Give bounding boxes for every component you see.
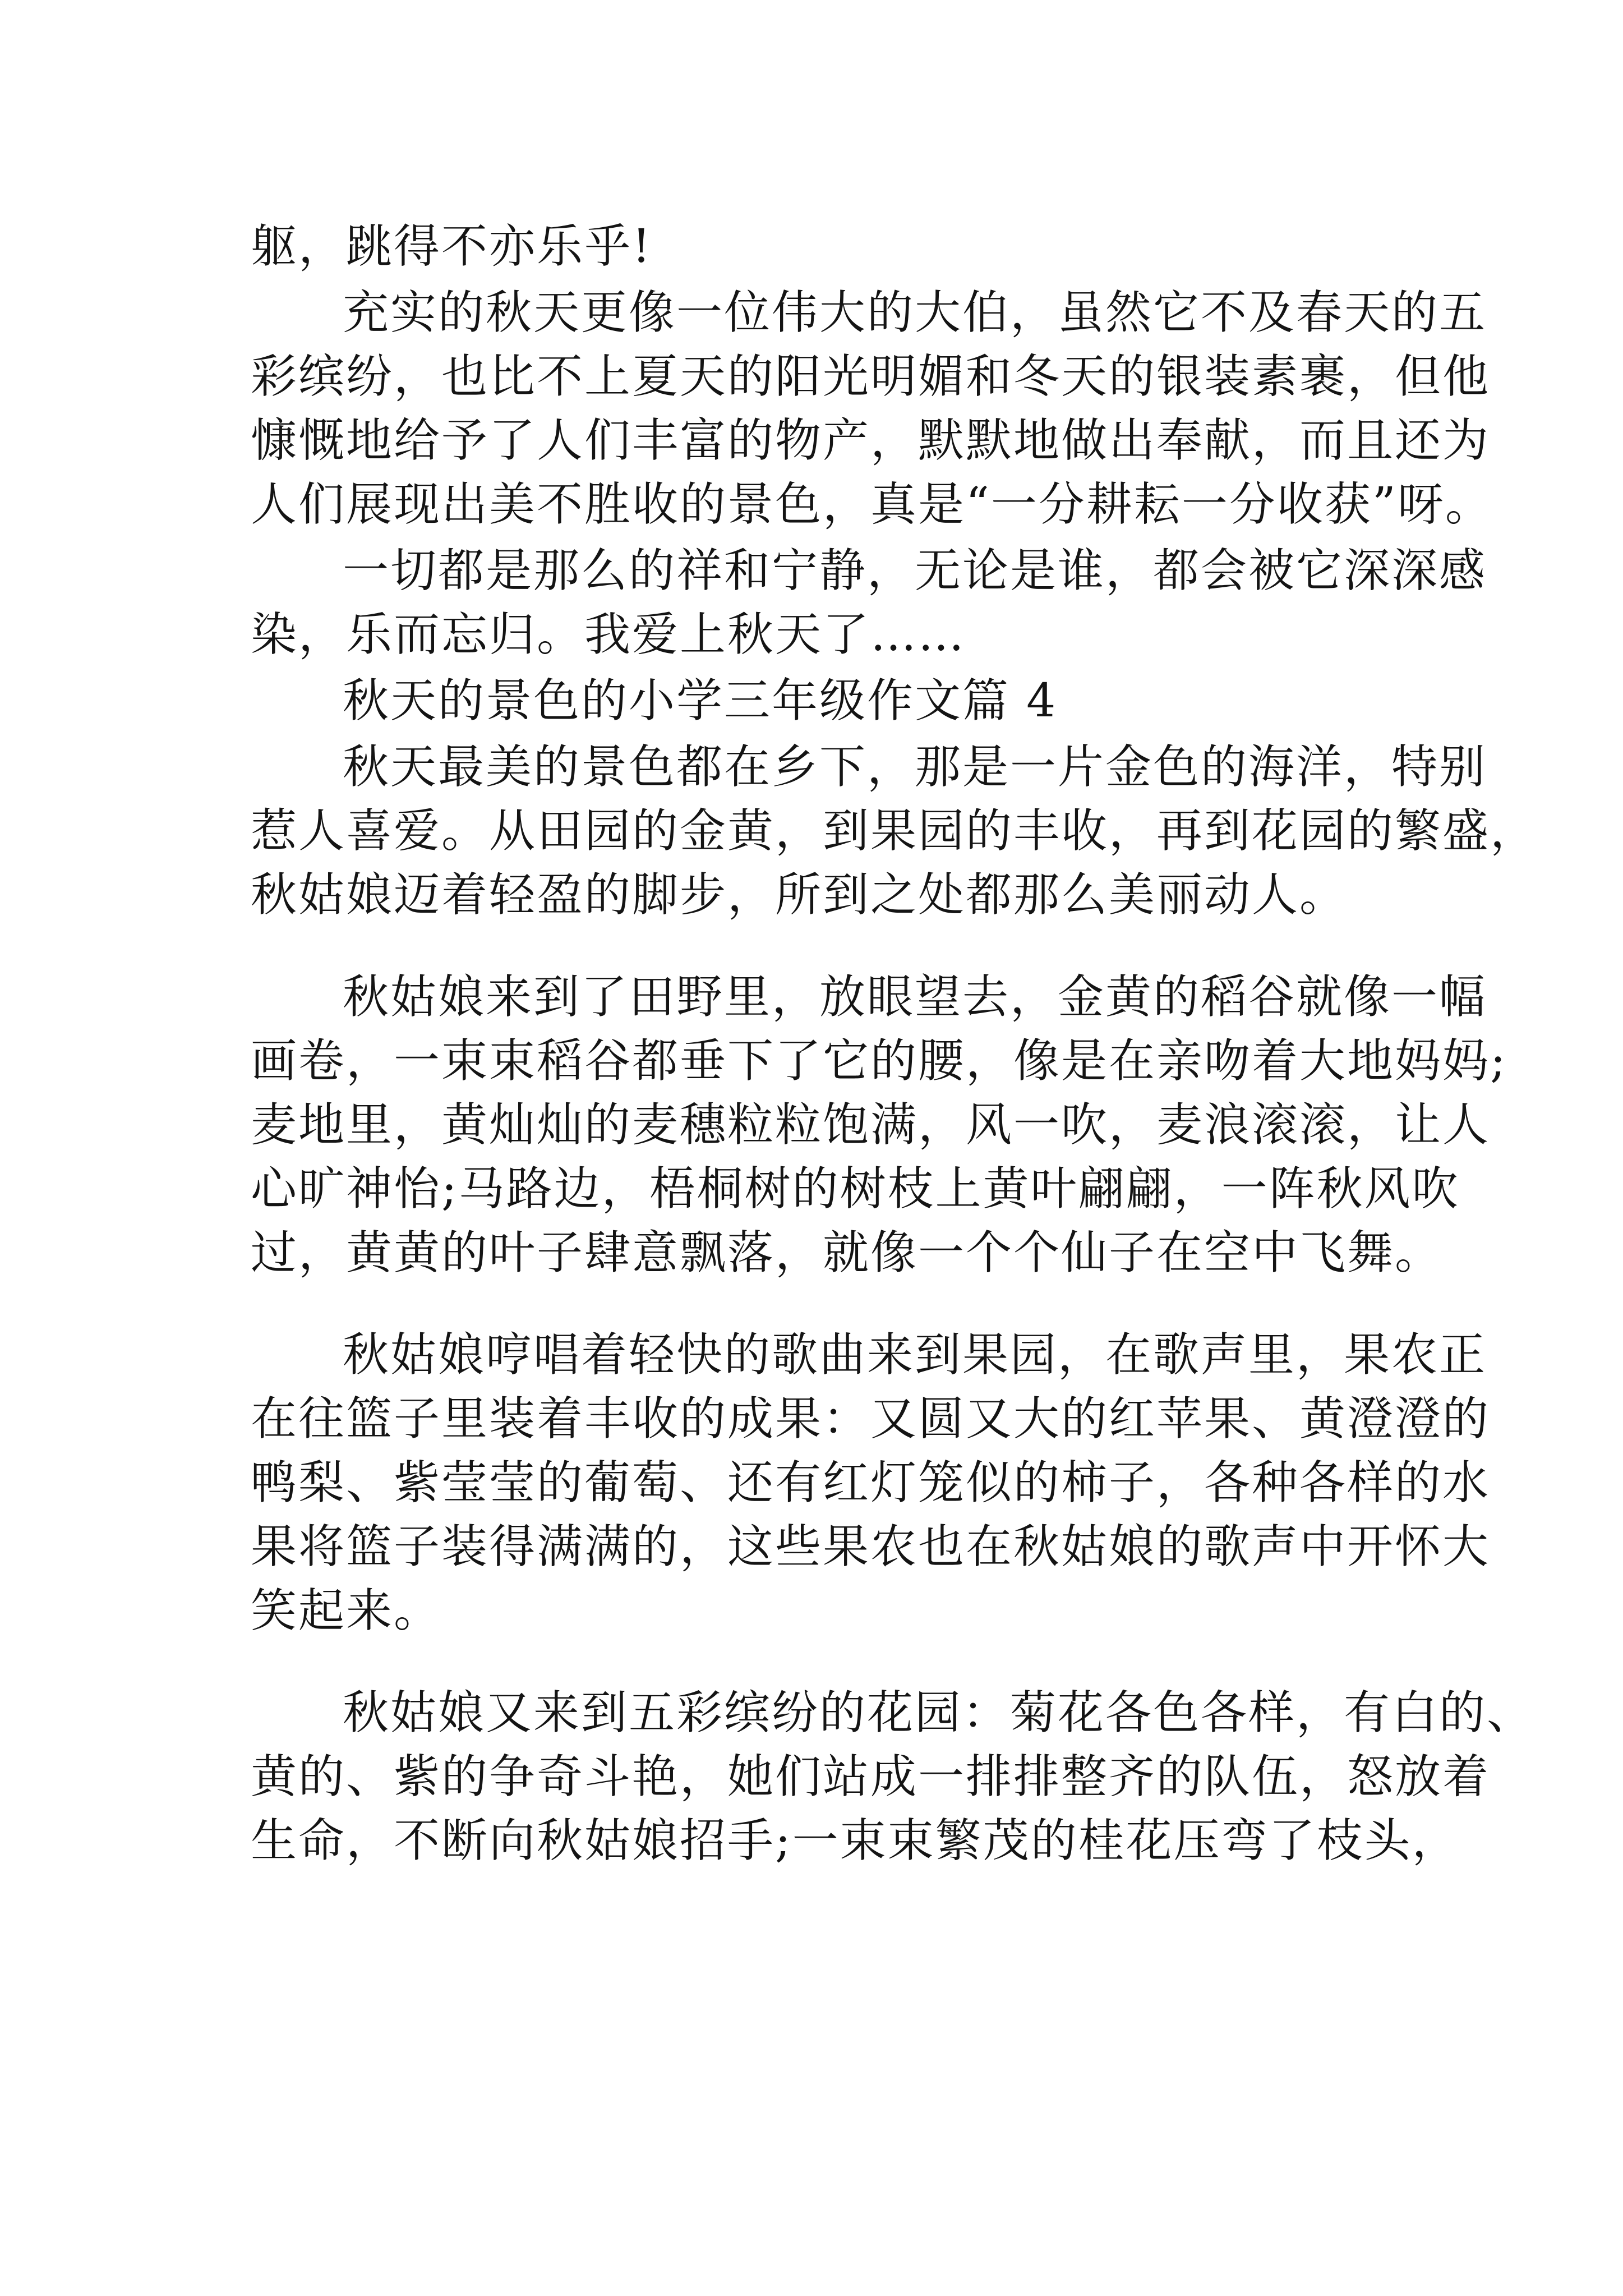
text-line: 鸭梨、紫莹莹的葡萄、还有红灯笼似的柿子，各种各样的水 <box>251 1456 1491 1510</box>
text-line: 果将篮子装得满满的，这些果农也在秋姑娘的歌声中开怀大 <box>251 1520 1491 1573</box>
text-line: 慷慨地给予了人们丰富的物产，默默地做出奉献，而且还为 <box>251 414 1491 467</box>
paragraph <box>251 281 1493 537</box>
heading-line: 秋天的景色的小学三年级作文篇 4 <box>343 674 1058 728</box>
text-line: 彩缤纷，也比不上夏天的阳光明媚和冬天的银装素裹，但他 <box>251 350 1491 403</box>
text-line: 一切都是那么的祥和宁静，无论是谁，都会被它深深感 <box>343 544 1487 597</box>
text-line: 麦地里，黄灿灿的麦穗粒粒饱满，风一吹，麦浪滚滚，让人 <box>251 1098 1491 1152</box>
text-line: 染，乐而忘归。我爱上秋天了…… <box>251 608 966 661</box>
paragraph <box>251 1681 1535 1873</box>
paragraph <box>251 1323 1491 1643</box>
text-line: 躯，跳得不亦乐乎! <box>251 220 652 273</box>
text-line: 秋姑娘又来到五彩缤纷的花园：菊花各色各样，有白的、 <box>343 1686 1535 1740</box>
document-page <box>251 215 1538 1873</box>
text-line: 过，黄黄的叶子肆意飘落，就像一个个仙子在空中飞舞。 <box>251 1226 1443 1280</box>
text-line: 心旷神怡;马路边，梧桐树的树枝上黄叶翩翩，一阵秋风吹 <box>251 1162 1460 1216</box>
text-line: 人们展现出美不胜收的景色，真是“一分耕耘一分收获”呀。 <box>251 478 1493 531</box>
text-line: 惹人喜爱。从田园的金黄，到果园的丰收，再到花园的繁盛， <box>251 804 1538 858</box>
section-heading <box>251 669 1378 733</box>
paragraph <box>251 965 1507 1285</box>
text-line: 笑起来。 <box>251 1584 442 1637</box>
paragraph <box>251 735 1538 927</box>
text-line: 充实的秋天更像一位伟大的大伯，虽然它不及春天的五 <box>343 286 1487 339</box>
paragraph <box>251 539 1487 667</box>
text-line: 秋天最美的景色都在乡下，那是一片金色的海洋，特别 <box>343 740 1487 794</box>
text-line: 在往篮子里装着丰收的成果：又圆又大的红苹果、黄澄澄的 <box>251 1392 1491 1446</box>
paragraph <box>251 215 1378 279</box>
text-line: 黄的、紫的争奇斗艳，她们站成一排排整齐的队伍，怒放着 <box>251 1750 1491 1803</box>
text-line: 画卷，一束束稻谷都垂下了它的腰，像是在亲吻着大地妈妈; <box>251 1034 1507 1088</box>
text-line: 秋姑娘迈着轻盈的脚步，所到之处都那么美丽动人。 <box>251 868 1348 922</box>
text-line: 秋姑娘来到了田野里，放眼望去，金黄的稻谷就像一幅 <box>343 970 1487 1024</box>
text-line: 生命，不断向秋姑娘招手;一束束繁茂的桂花压弯了枝头， <box>251 1814 1460 1867</box>
text-line: 秋姑娘哼唱着轻快的歌曲来到果园，在歌声里，果农正 <box>343 1328 1487 1382</box>
